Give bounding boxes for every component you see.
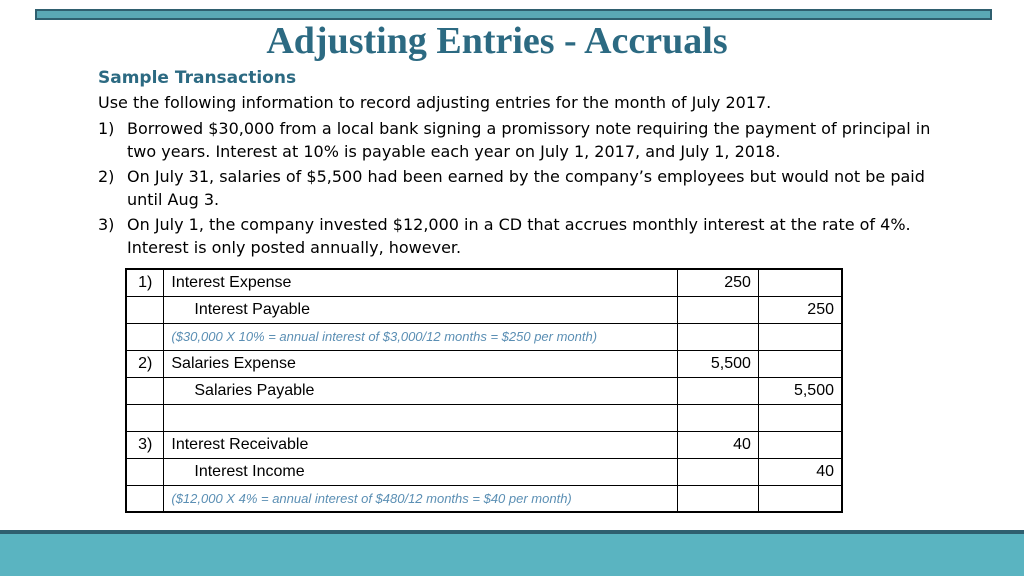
credit-amount <box>758 323 842 350</box>
account-name <box>164 404 678 431</box>
credit-amount <box>758 431 842 458</box>
table-row <box>126 350 842 377</box>
slide-content <box>98 66 938 259</box>
table-row <box>126 377 842 404</box>
bottom-accent-bar <box>0 530 1024 576</box>
entry-number <box>126 296 164 323</box>
list-item-text: Borrowed $30,000 from a local bank signing a promissory note requiring the payment of principal in two years. Interest at 10% is payable each year on July 1, 2017, and July 1, 2018. <box>127 119 931 161</box>
slide-subtitle: Sample Transactions <box>98 68 297 88</box>
credit-amount <box>758 350 842 377</box>
entry-number <box>126 404 164 431</box>
entry-number: 2) <box>126 350 164 377</box>
credit-amount <box>758 404 842 431</box>
table-row <box>126 269 842 296</box>
entry-number <box>126 485 164 512</box>
entry-number: 3) <box>126 431 164 458</box>
entry-number <box>126 458 164 485</box>
entry-number <box>126 377 164 404</box>
calculation-note: ($30,000 X 10% = annual interest of $3,000/12 months = $250 per month) <box>164 323 678 350</box>
account-name: Salaries Payable <box>164 377 678 404</box>
table-row <box>126 485 842 512</box>
credit-amount: 40 <box>758 458 842 485</box>
table-row <box>126 404 842 431</box>
table-row <box>126 458 842 485</box>
calculation-note: ($12,000 X 4% = annual interest of $480/12 months = $40 per month) <box>164 485 678 512</box>
transaction-list <box>98 117 938 259</box>
list-item <box>98 117 938 163</box>
list-item-number: 1) <box>98 119 115 138</box>
table-row <box>126 296 842 323</box>
debit-amount <box>678 377 759 404</box>
debit-amount <box>678 323 759 350</box>
journal-entries-table <box>125 268 843 513</box>
account-name: Interest Receivable <box>164 431 678 458</box>
debit-amount <box>678 485 759 512</box>
table-row <box>126 323 842 350</box>
list-item-number: 2) <box>98 167 115 186</box>
slide-title: Adjusting Entries - Accruals <box>266 20 728 62</box>
credit-amount <box>758 485 842 512</box>
list-item <box>98 213 938 259</box>
intro-text: Use the following information to record adjusting entries for the month of July 2017. <box>98 93 772 112</box>
list-item-text: On July 31, salaries of $5,500 had been earned by the company’s employees but would not be paid until Aug 3. <box>127 167 925 209</box>
credit-amount: 5,500 <box>758 377 842 404</box>
debit-amount <box>678 296 759 323</box>
debit-amount: 5,500 <box>678 350 759 377</box>
list-item-text: On July 1, the company invested $12,000 in a CD that accrues monthly interest at the rate of 4%. Interest is only posted annually, however. <box>127 215 911 257</box>
credit-amount: 250 <box>758 296 842 323</box>
credit-amount <box>758 269 842 296</box>
entry-number: 1) <box>126 269 164 296</box>
table-row <box>126 431 842 458</box>
list-item-number: 3) <box>98 215 115 234</box>
account-name: Interest Expense <box>164 269 678 296</box>
entry-number <box>126 323 164 350</box>
list-item <box>98 165 938 211</box>
debit-amount: 250 <box>678 269 759 296</box>
account-name: Interest Income <box>164 458 678 485</box>
debit-amount <box>678 458 759 485</box>
debit-amount: 40 <box>678 431 759 458</box>
account-name: Interest Payable <box>164 296 678 323</box>
debit-amount <box>678 404 759 431</box>
account-name: Salaries Expense <box>164 350 678 377</box>
